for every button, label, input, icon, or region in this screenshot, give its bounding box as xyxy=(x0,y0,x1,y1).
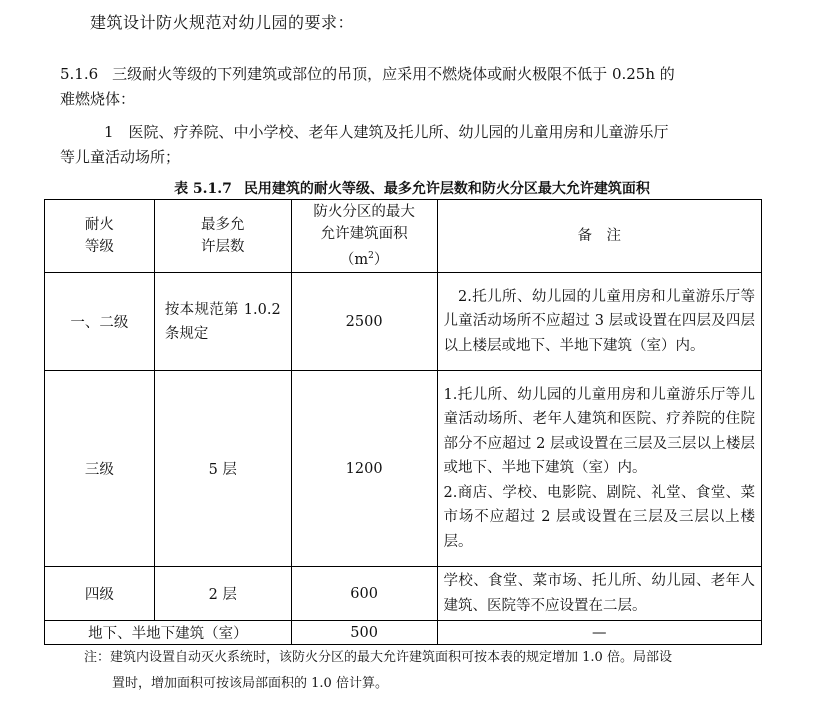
header-floors-line-2: 许层数 xyxy=(201,239,245,255)
row-1-remark-1: 2.托儿所、幼儿园的儿童用房和儿童游乐厅等儿童活动场所不应超过 3 层或设置在四层及四层以上楼层或地下、半地下建筑（室）内。 xyxy=(443,288,755,354)
header-area-line-2: 允许建筑面积 xyxy=(320,226,408,243)
table-header-row xyxy=(45,200,762,273)
clause-line-1: 三级耐火等级的下列建筑或部位的吊顶，应采用不燃烧体或耐火极限不低于 0.25h 的 xyxy=(112,65,675,83)
row-2-area: 1200 xyxy=(291,371,437,567)
clause-5-1-6 xyxy=(60,62,760,87)
header-area-unit-close: ） xyxy=(373,251,389,268)
clause-line-2: 难燃烧体： xyxy=(60,90,136,108)
header-area-unit-open: （m xyxy=(339,251,369,268)
clause-number: 5.1.6 xyxy=(60,65,99,83)
table-row xyxy=(45,567,762,621)
table-caption xyxy=(0,178,824,198)
row-3-remarks xyxy=(437,567,762,621)
header-floors-line-1: 最多允 xyxy=(201,217,245,233)
table-row-basement xyxy=(45,621,762,645)
table-caption-number: 表 5.1.7 xyxy=(174,181,232,197)
row-1-grade: 一、二级 xyxy=(45,273,155,371)
row-2-remark-2: 2.商店、学校、电影院、剧院、礼堂、食堂、菜市场不应超过 2 层或设置在三层及三层以上楼层。 xyxy=(443,484,755,550)
table-row xyxy=(45,371,762,567)
basement-label: 地下、半地下建筑（室） xyxy=(45,621,292,645)
header-area-line-1: 防火分区的最大 xyxy=(313,204,415,221)
row-2-remarks xyxy=(437,371,762,567)
item-1-line-2: 等儿童活动场所； xyxy=(60,148,181,166)
footnote-line-1: 注：建筑内设置自动灭火系统时，该防火分区的最大允许建筑面积可按本表的规定增加 1.0 倍。局部设 xyxy=(84,650,672,665)
item-1-line-1: 1 医院、疗养院、中小学校、老年人建筑及托儿所、幼儿园的儿童用房和儿童游乐厅 xyxy=(104,123,669,141)
header-floors xyxy=(154,200,291,273)
row-3-area: 600 xyxy=(291,567,437,621)
header-grade xyxy=(45,200,155,273)
table-caption-title: 民用建筑的耐火等级、最多允许层数和防火分区最大允许建筑面积 xyxy=(243,181,650,197)
row-3-grade: 四级 xyxy=(45,567,155,621)
row-1-floors: 按本规范第 1.0.2 条规定 xyxy=(154,273,291,371)
header-area-unit-sup: 2 xyxy=(368,251,374,262)
row-2-grade: 三级 xyxy=(45,371,155,567)
row-2-floors: 5 层 xyxy=(154,371,291,567)
basement-remarks: — xyxy=(437,621,762,645)
row-1-area: 2500 xyxy=(291,273,437,371)
header-area-unit xyxy=(292,245,437,271)
row-2-remark-1: 1.托儿所、幼儿园的儿童用房和儿童游乐厅等儿童活动场所、老年人建筑和医院、疗养院的住院部分不应超过 2 层或设置在三层及三层以上楼层或地下、半地下建筑（室）内。 xyxy=(443,386,755,477)
row-1-remarks xyxy=(437,273,762,371)
header-area xyxy=(291,200,437,273)
table-row xyxy=(45,273,762,371)
header-grade-line-2: 等级 xyxy=(84,239,114,255)
header-grade-line-1: 耐火 xyxy=(84,217,114,233)
basement-area: 500 xyxy=(291,621,437,645)
page-heading: 建筑设计防火规范对幼儿园的要求： xyxy=(90,13,355,32)
row-3-remark-1: 学校、食堂、菜市场、托儿所、幼儿园、老年人建筑、医院等不应设置在二层。 xyxy=(443,573,755,614)
row-3-floors: 2 层 xyxy=(154,567,291,621)
footnote-line-2: 置时，增加面积可按该局部面积的 1.0 倍计算。 xyxy=(112,676,388,691)
fire-rating-table xyxy=(44,199,762,645)
header-remarks: 备 注 xyxy=(437,200,762,273)
